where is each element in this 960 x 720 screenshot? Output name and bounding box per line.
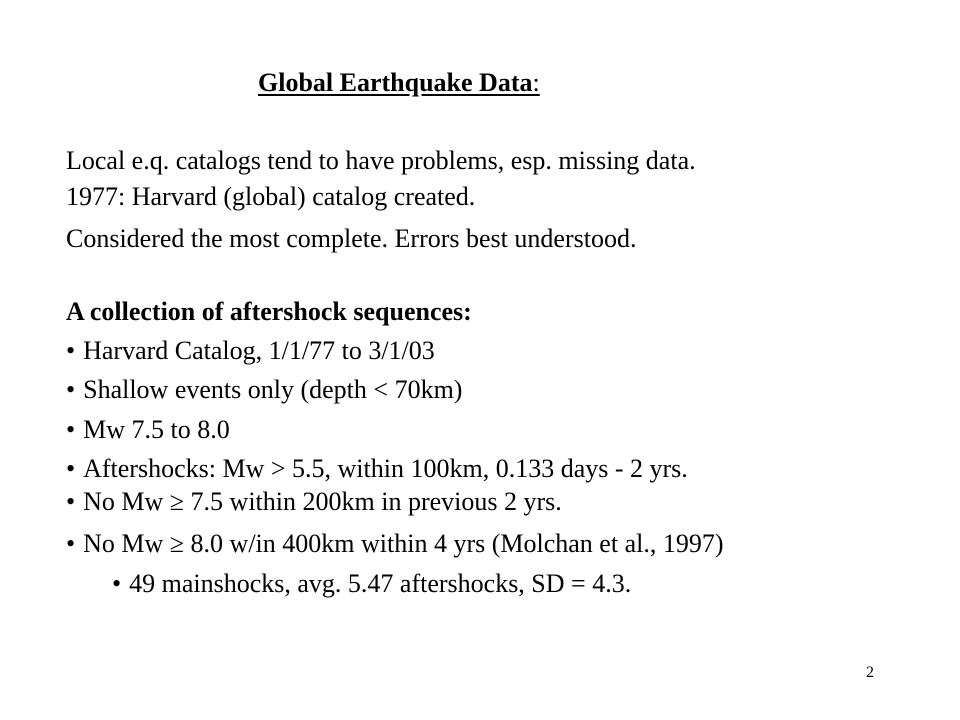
bullet-glyph: • — [66, 415, 76, 444]
bullet-glyph: • — [112, 569, 122, 598]
bullet-text: Mw 7.5 to 8.0 — [83, 415, 230, 444]
bullet-item-4 — [66, 452, 688, 486]
bullet-item-5 — [66, 485, 562, 519]
bullet-item-3 — [66, 413, 230, 447]
bullet-glyph: • — [66, 487, 76, 516]
intro-line-3: Considered the most complete. Errors best understood. — [66, 224, 637, 253]
intro-line-1: Local e.q. catalogs tend to have problems, esp. missing data. — [66, 146, 696, 175]
sub-bullet-text: 49 mainshocks, avg. 5.47 aftershocks, SD = 4.3. — [129, 569, 632, 598]
bullet-item-1 — [66, 334, 435, 368]
bullet-text: Aftershocks: Mw > 5.5, within 100km, 0.133 days - 2 yrs. — [83, 454, 688, 483]
bullet-text: Harvard Catalog, 1/1/77 to 3/1/03 — [83, 336, 435, 365]
slide-title — [258, 66, 540, 100]
bullet-glyph: • — [66, 529, 76, 558]
slide-title-text: Global Earthquake Data — [258, 68, 533, 97]
bullet-glyph: • — [66, 375, 76, 404]
bullet-text: No Mw ≥ 8.0 w/in 400km within 4 yrs (Molchan et al., 1997) — [83, 529, 724, 558]
sub-bullet-item — [112, 567, 631, 601]
bullet-glyph: • — [66, 336, 76, 365]
bullet-text: Shallow events only (depth < 70km) — [83, 375, 463, 404]
bullet-text: No Mw ≥ 7.5 within 200km in previous 2 yrs. — [83, 487, 562, 516]
bullet-item-6 — [66, 527, 724, 561]
bullet-item-2 — [66, 373, 462, 407]
section-heading: A collection of aftershock sequences: — [66, 297, 472, 326]
page-number: 2 — [866, 664, 874, 681]
slide-title-colon: : — [532, 68, 540, 97]
bullet-glyph: • — [66, 454, 76, 483]
intro-line-2: 1977: Harvard (global) catalog created. — [66, 182, 476, 211]
